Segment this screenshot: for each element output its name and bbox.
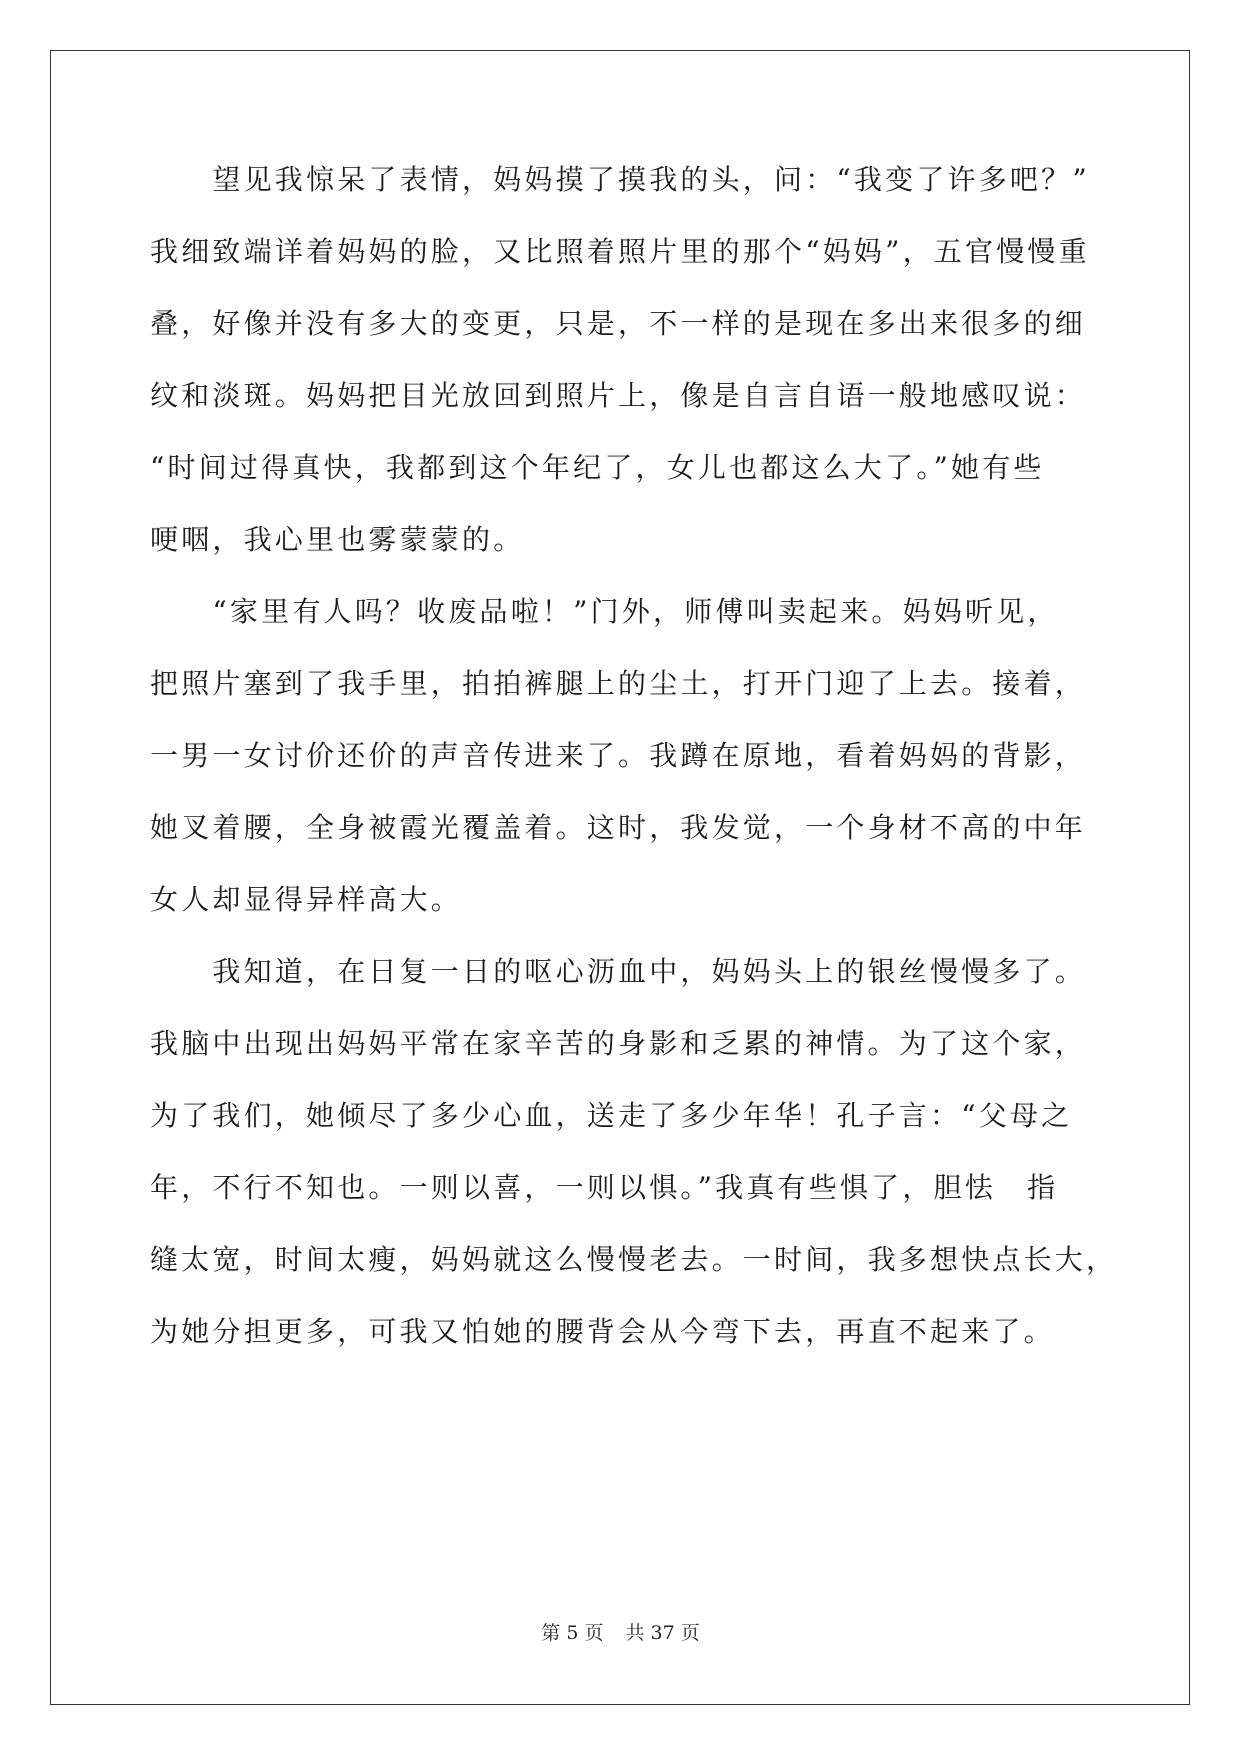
text-line: 我细致端详着妈妈的脸，又比照着照片里的那个“妈妈”，五官慢慢重 xyxy=(150,235,1090,268)
text-line: 缝太宽，时间太瘦，妈妈就这么慢慢老去。一时间，我多想快点长大， xyxy=(150,1243,1118,1276)
text-line: 我知道，在日复一日的呕心沥血中，妈妈头上的银丝慢慢多了。 xyxy=(150,955,1087,988)
text-line: 年，不行不知也。一则以喜，一则以惧。”我真有些惧了，胆怯 指 xyxy=(150,1171,1059,1204)
text-line: 为她分担更多，可我又怕她的腰背会从今弯下去，再直不起来了。 xyxy=(150,1315,1055,1348)
text-line: 叠，好像并没有多大的变更，只是，不一样的是现在多出来很多的细 xyxy=(150,307,1087,340)
text-line: 她叉着腰，全身被霞光覆盖着。这时，我发觉，一个身材不高的中年 xyxy=(150,811,1087,844)
text-line: 纹和淡斑。妈妈把目光放回到照片上，像是自言自语一般地感叹说： xyxy=(150,379,1087,412)
page-number: 第 5 页 xyxy=(541,1622,604,1644)
page-footer xyxy=(0,1621,1241,1645)
text-line: 把照片塞到了我手里，拍拍裤腿上的尘土，打开门迎了上去。接着， xyxy=(150,667,1087,700)
text-line: 哽咽，我心里也雾蒙蒙的。 xyxy=(150,523,525,556)
text-line: 为了我们，她倾尽了多少心血，送走了多少年华！孔子言：“父母之 xyxy=(150,1099,1073,1132)
text-line: 我脑中出现出妈妈平常在家辛苦的身影和乏累的神情。为了这个家， xyxy=(150,1027,1087,1060)
total-pages: 共 37 页 xyxy=(625,1622,700,1644)
text-line: “家里有人吗？收废品啦！”门外，师傅叫卖起来。妈妈听见， xyxy=(150,595,1059,628)
text-line: 女人却显得异样高大。 xyxy=(150,883,463,916)
text-line: 望见我惊呆了表情，妈妈摸了摸我的头，问：“我变了许多吧？” xyxy=(150,163,1090,196)
text-line: 一男一女讨价还价的声音传进来了。我蹲在原地，看着妈妈的背影， xyxy=(150,739,1087,772)
text-line: “时间过得真快，我都到这个年纪了，女儿也都这么大了。”她有些 xyxy=(150,451,1045,484)
page-border xyxy=(50,50,1190,1705)
